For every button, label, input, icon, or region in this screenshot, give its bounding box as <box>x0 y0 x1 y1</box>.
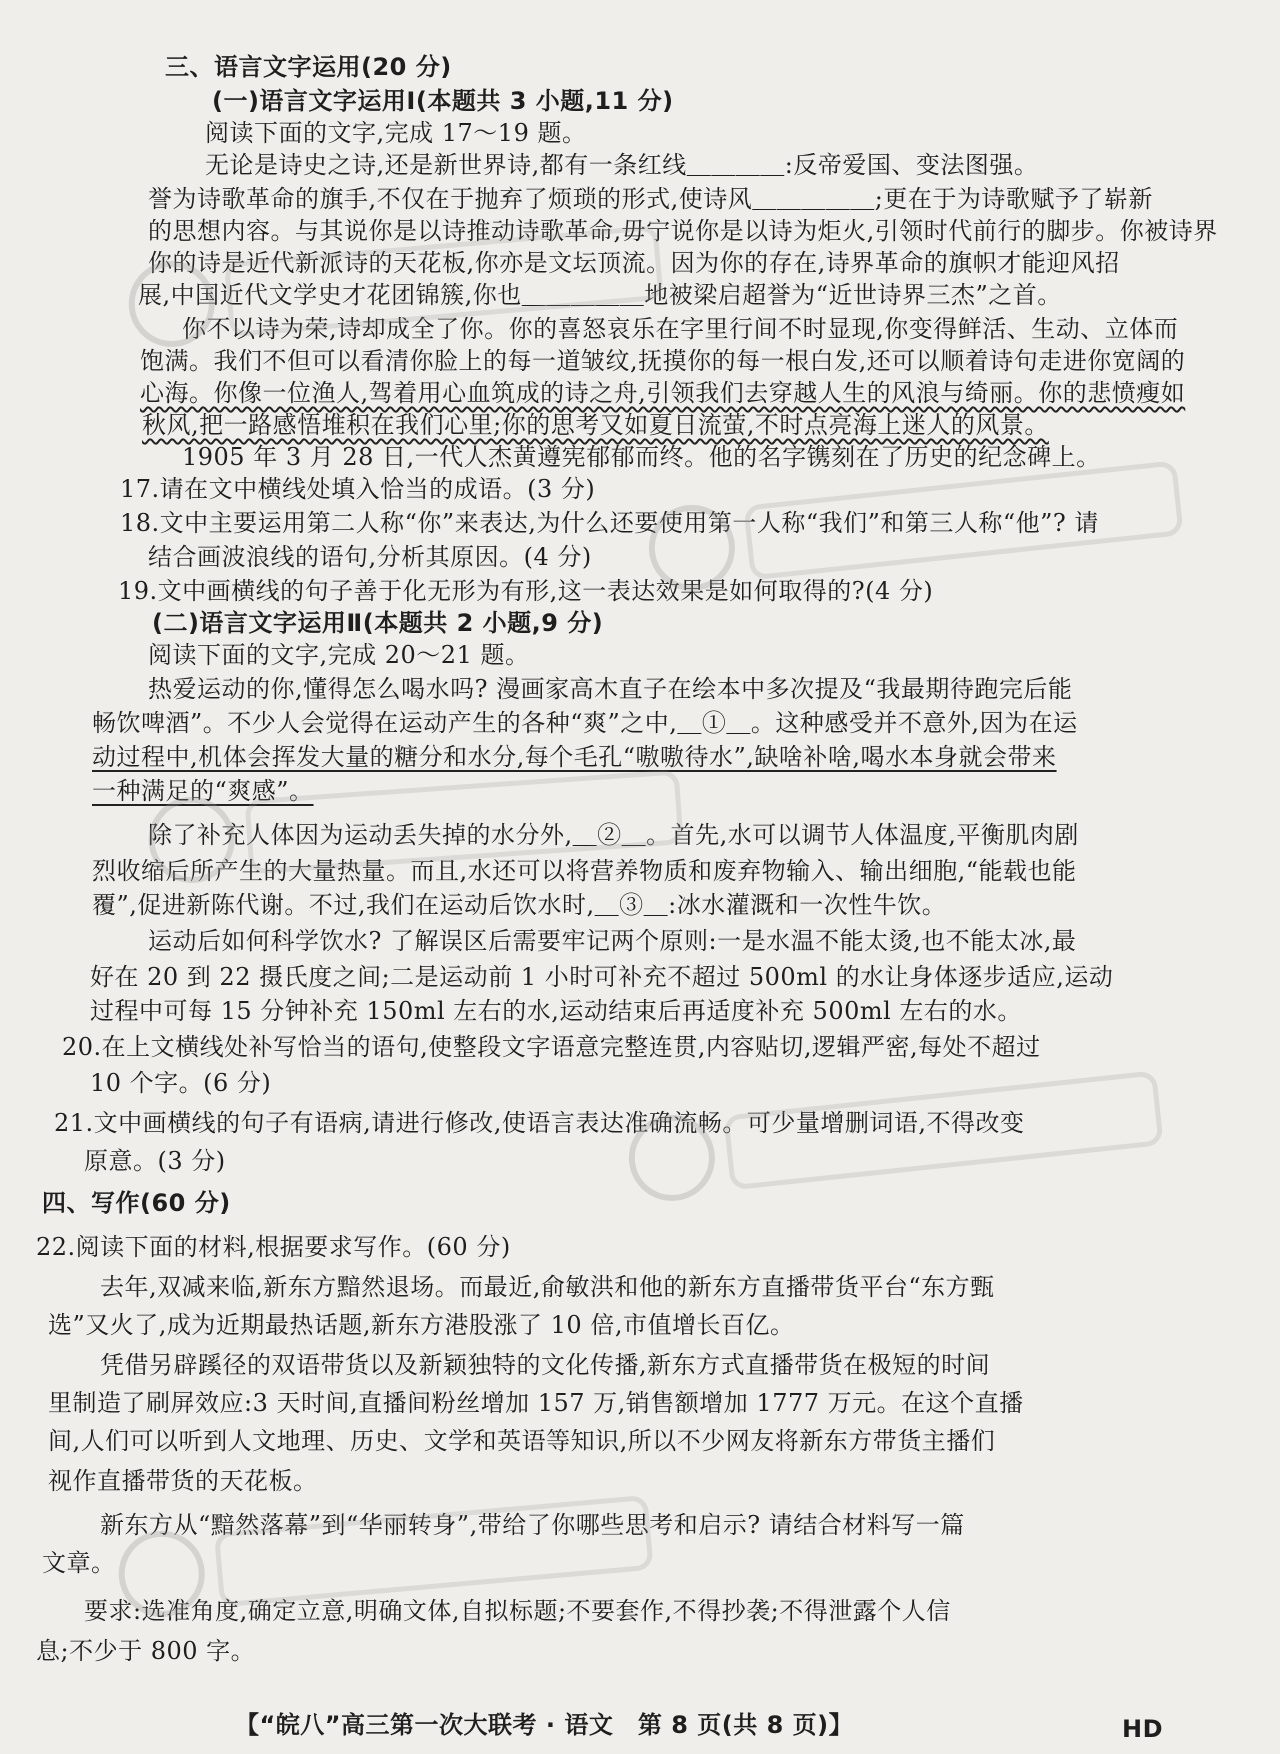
writing-prompt-line: 新东方从“黯然落幕”到“华丽转身”,带给了你哪些思考和启示? 请结合材料写一篇 <box>100 1511 965 1539</box>
writing-material-line: 里制造了刷屏效应:3 天时间,直播间粉丝增加 157 万,销售额增加 1777 万元。在这个直播 <box>48 1389 1024 1417</box>
passage-1-line: 的思想内容。与其说你是以诗推动诗歌革命,毋宁说你是以诗为炬火,引领时代前行的脚步。你被诗界 <box>148 217 1218 245</box>
passage-2-line: 除了补充人体因为运动丢失掉的水分外,＿②＿。首先,水可以调节人体温度,平衡肌肉剧 <box>148 821 1079 849</box>
writing-material-line: 间,人们可以听到人文地理、历史、文学和英语等知识,所以不少网友将新东方带货主播们 <box>48 1427 996 1455</box>
writing-material-line: 视作直播带货的天花板。 <box>48 1467 318 1495</box>
passage-2-line: 覆”,促进新陈代谢。不过,我们在运动后饮水时,＿③＿:冰水灌溉和一次性牛饮。 <box>92 891 947 919</box>
section-3-part-2-intro: 阅读下面的文字,完成 20～21 题。 <box>148 641 530 669</box>
passage-1-line: 你的诗是近代新派诗的天花板,你亦是文坛顶流。因为你的存在,诗界革命的旗帜才能迎风招 <box>148 249 1120 277</box>
question-19: 19.文中画横线的句子善于化无形为有形,这一表达效果是如何取得的?(4 分) <box>118 577 934 605</box>
section-4-title: 四、写作(60 分) <box>42 1189 231 1217</box>
writing-material-line: 凭借另辟蹊径的双语带货以及新颖独特的文化传播,新东方式直播带货在极短的时间 <box>100 1351 991 1379</box>
section-3-part-1-title: (一)语言文字运用Ⅰ(本题共 3 小题,11 分) <box>212 87 674 115</box>
passage-2-line: 畅饮啤酒”。不少人会觉得在运动产生的各种“爽”之中,＿①＿。这种感受并不意外,因为在运 <box>92 709 1078 737</box>
passage-1-wavy-line: 饱满。我们不但可以看清你脸上的每一道皱纹,抚摸你的每一根白发,还可以顺着诗句走进你宽阔的 <box>140 347 1186 375</box>
question-21-cont: 原意。(3 分) <box>84 1147 226 1175</box>
question-18-cont: 结合画波浪线的语句,分析其原因。(4 分) <box>148 543 592 571</box>
passage-1-wavy-line: 秋风,把一路感悟堆积在我们心里;你的思考又如夏日流萤,不时点亮海上迷人的风景。 <box>142 411 1049 439</box>
writing-material-line: 选”又火了,成为近期最热话题,新东方港股涨了 10 倍,市值增长百亿。 <box>48 1311 795 1339</box>
watermark-overlay <box>105 1476 675 1658</box>
passage-1-line: 誉为诗歌革命的旗手,不仅在于抛弃了烦琐的形式,使诗风＿＿＿＿＿;更在于为诗歌赋予了崭新 <box>148 185 1153 213</box>
question-18: 18.文中主要运用第二人称“你”来表达,为什么还要使用第一人称“我们”和第三人称“他”? 请 <box>120 509 1099 537</box>
question-20-cont: 10 个字。(6 分) <box>90 1069 272 1097</box>
passage-1-line: 1905 年 3 月 28 日,一代人杰黄遵宪郁郁而终。他的名字镌刻在了历史的纪念碑上。 <box>182 443 1101 471</box>
section-3-title: 三、语言文字运用(20 分) <box>165 53 452 81</box>
watermark-stamp-icon <box>615 1051 1184 1229</box>
question-17: 17.请在文中横线处填入恰当的成语。(3 分) <box>120 475 596 503</box>
passage-1-wavy-line: 心海。你像一位渔人,驾着用心血筑成的诗之舟,引领我们去穿越人生的风浪与绮丽。你的悲愤瘦如 <box>140 379 1186 407</box>
footer-label: 【“皖八”高三第一次大联考 · 语文 第 8 页(共 8 页)】 <box>235 1711 854 1739</box>
section-3-part-1-intro: 阅读下面的文字,完成 17～19 题。 <box>205 119 587 147</box>
passage-2-line: 好在 20 到 22 摄氏度之间;二是运动前 1 小时可补充不超过 500ml 的水让身体逐步适应,运动 <box>90 963 1114 991</box>
passage-1-line: 展,中国近代文学史才花团锦簇,你也＿＿＿＿＿地被梁启超誉为“近世诗界三杰”之首。 <box>138 281 1062 309</box>
writing-prompt-line: 文章。 <box>42 1549 116 1577</box>
question-22: 22.阅读下面的材料,根据要求写作。(60 分) <box>36 1233 511 1261</box>
passage-2-line: 过程中可每 15 分钟补充 150ml 左右的水,运动结束后再适度补充 500ml 左右的水。 <box>90 997 1022 1025</box>
section-3-part-2-title: (二)语言文字运用Ⅱ(本题共 2 小题,9 分) <box>152 609 604 637</box>
question-20: 20.在上文横线处补写恰当的语句,使整段文字语意完整连贯,内容贴切,逻辑严密,每处不超过 <box>62 1033 1041 1061</box>
passage-2-line: 烈收缩后所产生的大量热量。而且,水还可以将营养物质和废弃物输入、输出细胞,“能载也能 <box>92 857 1077 885</box>
passage-2-underlined-line: 动过程中,机体会挥发大量的糖分和水分,每个毛孔“嗷嗷待水”,缺啥补啥,喝水本身就会带来 <box>92 743 1057 771</box>
passage-2-line: 运动后如何科学饮水? 了解误区后需要牢记两个原则:一是水温不能太烫,也不能太冰,最 <box>148 927 1077 955</box>
page-footer <box>0 1710 1280 1744</box>
passage-1-line: 无论是诗史之诗,还是新世界诗,都有一条红线＿＿＿＿:反帝爱国、变法图强。 <box>205 151 1039 179</box>
writing-requirements-line: 要求:选准角度,确定立意,明确文体,自拟标题;不要套作,不得抄袭;不得泄露个人信 <box>84 1597 951 1625</box>
watermark-overlay <box>615 1051 1186 1243</box>
footer-code: HD <box>1122 1715 1164 1743</box>
question-21: 21.文中画横线的句子有语病,请进行修改,使语言表达准确流畅。可少量增删词语,不得改变 <box>54 1109 1025 1137</box>
passage-2-underlined-line: 一种满足的“爽感”。 <box>92 777 314 805</box>
passage-2-line: 热爱运动的你,懂得怎么喝水吗? 漫画家高木直子在绘本中多次提及“我最期待跑完后能 <box>148 675 1073 703</box>
writing-material-line: 去年,双减来临,新东方黯然退场。而最近,俞敏洪和他的新东方直播带货平台“东方甄 <box>100 1273 995 1301</box>
writing-requirements-line: 息;不少于 800 字。 <box>36 1637 256 1665</box>
passage-1-line: 你不以诗为荣,诗却成全了你。你的喜怒哀乐在字里行间不时显现,你变得鲜活、生动、立体而 <box>182 315 1179 343</box>
